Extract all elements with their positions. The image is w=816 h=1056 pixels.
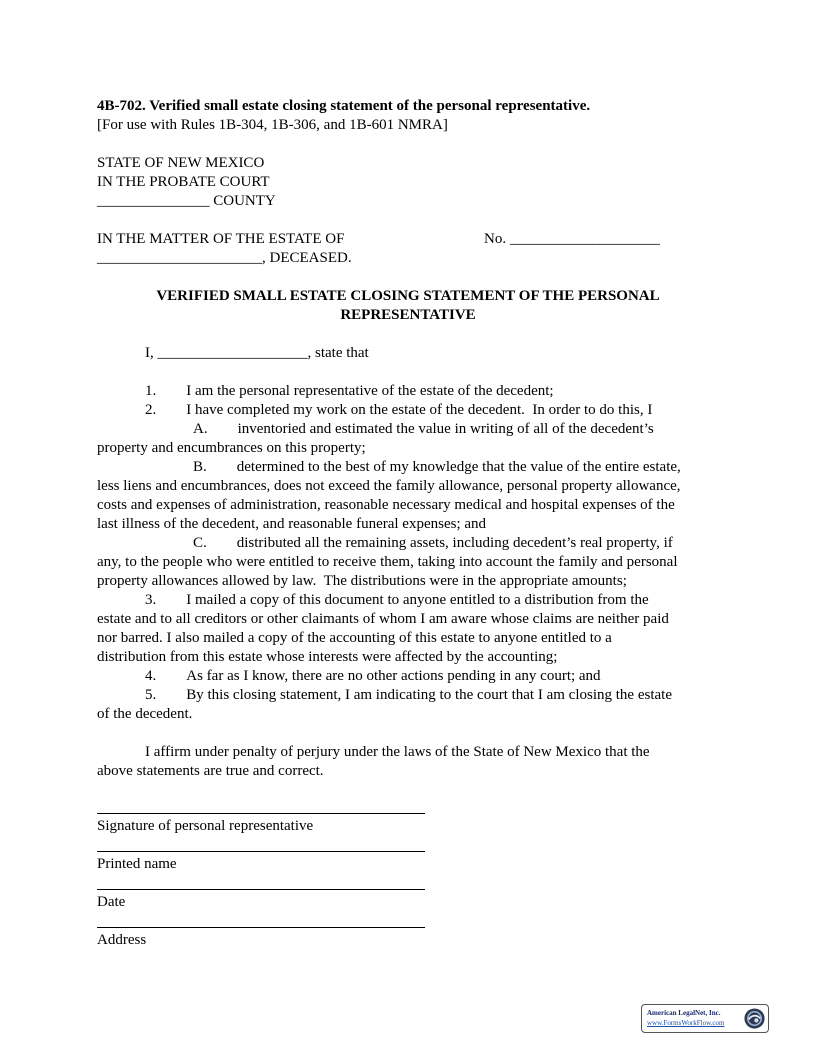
body-line: 3. I mailed a copy of this document to anyone entitled to a distribution from the [145,592,649,608]
body-line: 1. I am the personal representative of the estate of the decedent; [145,383,554,399]
date-line[interactable] [97,889,425,890]
body-line: 4. As far as I know, there are no other actions pending in any court; and [145,668,601,684]
intro-statement: I, ____________________, state that [145,345,369,361]
date-label: Date [97,894,126,910]
state-line: STATE OF NEW MEXICO [97,155,265,171]
body-line: property allowances allowed by law. The distributions were in the appropriate amounts; [97,573,627,589]
body-line: 5. By this closing statement, I am indicating to the court that I am closing the estate [145,687,672,703]
body-line: nor barred. I also mailed a copy of the accounting of this estate to anyone entitled to a [97,630,612,646]
case-number-field: No. ____________________ [484,231,660,247]
form-title: 4B-702. Verified small estate closing statement of the personal representative. [97,98,591,114]
body-line: less liens and encumbrances, does not exceed the family allowance, personal property allowance, [97,478,681,494]
body-line: costs and expenses of administration, reasonable necessary medical and hospital expenses of the [97,497,675,513]
affirmation-line-2: above statements are true and correct. [97,763,324,779]
county-line: _______________ COUNTY [97,193,276,209]
document-title-line-2: REPRESENTATIVE [340,307,476,323]
body-line: estate and to all creditors or other claimants of whom I am aware whose claims are neither paid [97,611,669,627]
body-line: property and encumbrances on this property; [97,440,366,456]
address-line[interactable] [97,927,425,928]
body-line: C. distributed all the remaining assets, including decedent’s real property, if [193,535,673,551]
signature-line[interactable] [97,813,425,814]
printed-name-label: Printed name [97,856,177,872]
printed-name-line[interactable] [97,851,425,852]
logo-company-name: American LegalNet, Inc. [647,1009,721,1017]
body-line: A. inventoried and estimated the value in writing of all of the decedent’s [193,421,654,437]
document-title-line-1: VERIFIED SMALL ESTATE CLOSING STATEMENT OF THE PERSONAL [156,288,660,304]
court-line: IN THE PROBATE COURT [97,174,270,190]
body-line: any, to the people who were entitled to receive them, taking into account the family and personal [97,554,678,570]
signature-label: Signature of personal representative [97,818,314,834]
rules-note: [For use with Rules 1B-304, 1B-306, and 1B-601 NMRA] [97,117,448,133]
body-line: last illness of the decedent, and reasonable funeral expenses; and [97,516,487,532]
globe-icon [743,1007,766,1030]
affirmation-line-1: I affirm under penalty of perjury under the laws of the State of New Mexico that the [145,744,650,760]
body-line: B. determined to the best of my knowledge that the value of the entire estate, [193,459,681,475]
deceased-line: ______________________, DECEASED. [97,250,352,266]
american-legalnet-logo[interactable] [641,1004,769,1033]
matter-line: IN THE MATTER OF THE ESTATE OF [97,231,345,247]
body-line: distribution from this estate whose interests were affected by the accounting; [97,649,558,665]
logo-website-link[interactable]: www.FormsWorkFlow.com [647,1019,725,1027]
body-line: 2. I have completed my work on the estate of the decedent. In order to do this, I [145,402,653,418]
body-line: of the decedent. [97,706,193,722]
address-label: Address [97,932,147,948]
